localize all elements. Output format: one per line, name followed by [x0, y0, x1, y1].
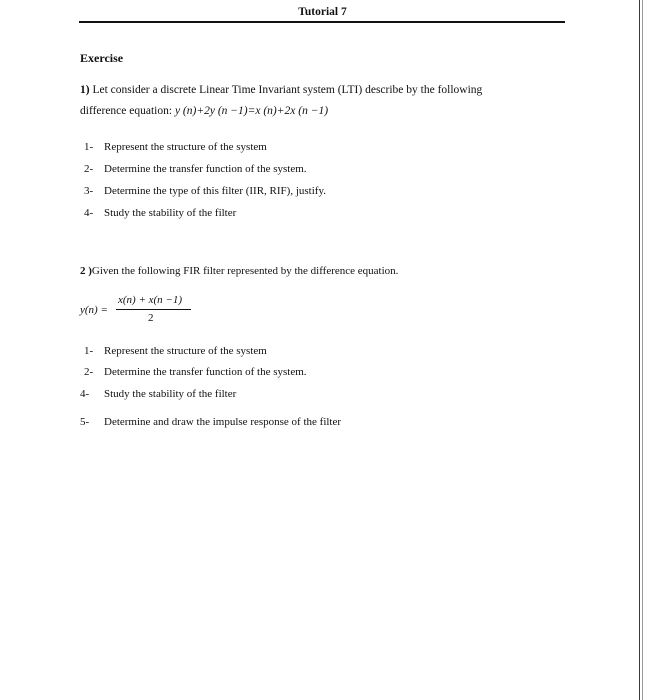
- problem1-intro-line2: [80, 105, 328, 117]
- item-number: 4-: [80, 388, 90, 400]
- problem2-equation-lhs: y(n) =: [80, 304, 108, 316]
- item-number: 4-: [84, 207, 94, 219]
- problem1-item-3: [84, 185, 326, 197]
- problem1-intro-text-2: difference equation:: [80, 105, 175, 117]
- problem2-intro: [80, 265, 398, 277]
- problem1-item-2: [84, 163, 307, 175]
- problem2-equation-denominator: 2: [148, 312, 154, 324]
- item-text: Represent the structure of the system: [104, 345, 267, 357]
- header-rule: [79, 21, 565, 23]
- problem1-number: 1): [80, 84, 90, 96]
- page-border-right-shadow: [642, 0, 643, 700]
- problem1-intro-line1: [80, 84, 482, 96]
- item-text: Determine the type of this filter (IIR, RIF), justify.: [104, 185, 326, 197]
- item-number: 2-: [84, 163, 94, 175]
- item-number: 1-: [84, 345, 94, 357]
- problem2-item-4: [80, 416, 341, 428]
- item-text: Study the stability of the filter: [104, 207, 237, 219]
- problem1-item-4: [84, 207, 236, 219]
- item-number: 1-: [84, 141, 94, 153]
- problem1-intro-text: Let consider a discrete Linear Time Invariant system (LTI) describe by the following: [92, 84, 483, 96]
- problem2-item-2: [84, 366, 307, 378]
- problem1-equation: y (n)+2y (n −1)=x (n)+2x (n −1): [174, 105, 329, 117]
- page-border-right: [639, 0, 640, 700]
- item-number: 3-: [84, 185, 94, 197]
- problem2-number: 2 ): [80, 265, 92, 277]
- problem2-item-1: [84, 345, 267, 357]
- item-text: Determine the transfer function of the system.: [104, 163, 307, 175]
- item-number: 2-: [84, 366, 94, 378]
- item-text: Represent the structure of the system: [104, 141, 267, 153]
- item-text: Study the stability of the filter: [104, 388, 237, 400]
- page-title: Tutorial 7: [298, 6, 347, 18]
- problem2-item-3: [80, 388, 236, 400]
- problem2-equation-numerator: x(n) + x(n −1): [118, 294, 183, 306]
- problem1-item-1: [84, 141, 267, 153]
- item-text: Determine the transfer function of the system.: [104, 366, 307, 378]
- exercise-heading: Exercise: [80, 51, 124, 65]
- fraction-bar: [116, 309, 191, 310]
- item-number: 5-: [80, 416, 90, 428]
- problem2-intro-text: Given the following FIR filter represented by the difference equation.: [91, 265, 399, 277]
- item-text: Determine and draw the impulse response of the filter: [104, 416, 342, 428]
